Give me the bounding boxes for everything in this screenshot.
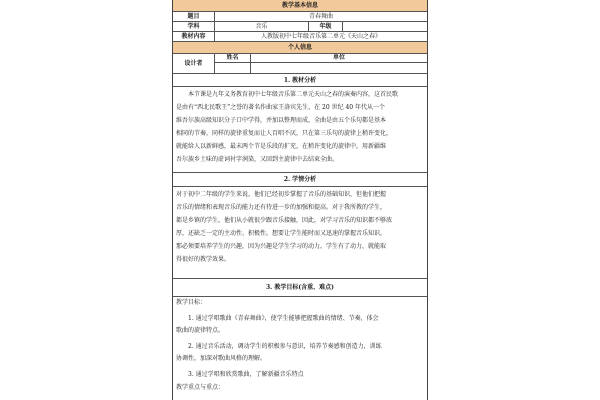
material-label: 教材内容 [173, 32, 215, 41]
goals-line: 教学重点与重点： [176, 383, 225, 391]
goals-title: 3. 教学目标(含重、难点) [173, 279, 427, 297]
designer-header-row [215, 54, 427, 63]
goals-line: 歌曲的旋律特点。 [176, 327, 225, 335]
topic-value: 青春舞曲 [308, 13, 333, 20]
subject-value: 音乐 [215, 22, 309, 31]
material-row [173, 32, 427, 42]
designer-fields [215, 54, 427, 73]
topic-label: 题目 [173, 12, 215, 21]
students-line: 对于初中二年级的学生来说，他们已经初步掌握了音乐的基础知识，但他们把握 [176, 191, 387, 198]
designer-value-row [215, 63, 427, 73]
grade-label: 年级 [309, 22, 343, 31]
topic-row [173, 12, 427, 22]
unit-label: 单位 [332, 54, 345, 61]
analysis-title: 1. 教材分析 [173, 74, 427, 87]
students-line: 都是乡镇的学生，他们从小就很少跟音乐接触，因此，对学习音乐的知识都不够浓 [176, 217, 393, 224]
goals-body [173, 297, 427, 394]
material-value: 人教版初中七年级音乐第二单元《天山之春》 [260, 33, 381, 40]
lesson-plan-document [172, 0, 428, 400]
students-line: 音乐的情绪和表现音乐的能力还有待进一步的加强和提高。对于我所教的学生， [176, 204, 387, 211]
students-line: 得很好的教学效果。 [176, 256, 231, 263]
analysis-line: 维吾尔族高级知识分子口中学得，并加以整理而成，全曲是由五个乐句都是基本 [176, 117, 387, 124]
basic-info-header: 教学基本信息 [173, 0, 427, 12]
analysis-line: 吾尔族乡土味的虚词衬字润染，又回到主旋律中去结束全曲。 [176, 156, 339, 163]
name-label: 姓名 [215, 54, 251, 62]
designer-block [173, 54, 427, 74]
name-value [215, 63, 251, 73]
analysis-line: 相同的节奏，同样的旋律重复而让人百唱不厌，只在第三乐句的旋律上稍许变化， [176, 130, 393, 137]
students-title: 2. 学情分析 [173, 173, 427, 187]
goals-line: 2. 通过音乐活动，调动学生的积极参与意识，培养节奏感和创造力，训练 [188, 342, 382, 350]
goals-intro: 教学目标： [176, 299, 207, 306]
subject-label: 学科 [173, 22, 215, 31]
students-line: 厚，还缺乏一定的主动性、积极性。想要让学生能时而又迅速的掌握音乐知识， [176, 230, 387, 237]
analysis-line: 就能给人以新鲜感，最末两个节是乐段的扩充，在稍许变化的旋律中，用新疆维 [176, 143, 387, 150]
analysis-line: 本节课是九年义务教育初中七年级音乐第二单元天山之春的演奏内容，这首民歌 [188, 91, 399, 98]
analysis-body [173, 87, 427, 173]
unit-value [251, 63, 427, 73]
goals-line: 1. 通过学唱歌曲《青春舞曲》，使学生能够把握歌曲的情绪、节奏，体会 [188, 314, 379, 322]
students-body [173, 187, 427, 279]
subject-row [173, 22, 427, 32]
goals-line: 3. 通过学唱和欣赏歌曲，了解新疆音乐特点 [188, 370, 304, 378]
analysis-line: 是由有“西北民歌王”之誉的著名作曲家王洛宾先生，在 20 世纪 40 年代从一个 [176, 104, 386, 111]
students-line: 那必须要培养学生的兴趣，因为兴趣是学生学习的动力。学生有了动力，就能取 [176, 243, 387, 250]
personal-info-header: 个人信息 [173, 42, 427, 54]
grade-value [343, 22, 427, 31]
designer-label: 设计者 [173, 54, 215, 73]
goals-line: 协调性，加深对歌曲风格的理解。 [176, 355, 267, 363]
